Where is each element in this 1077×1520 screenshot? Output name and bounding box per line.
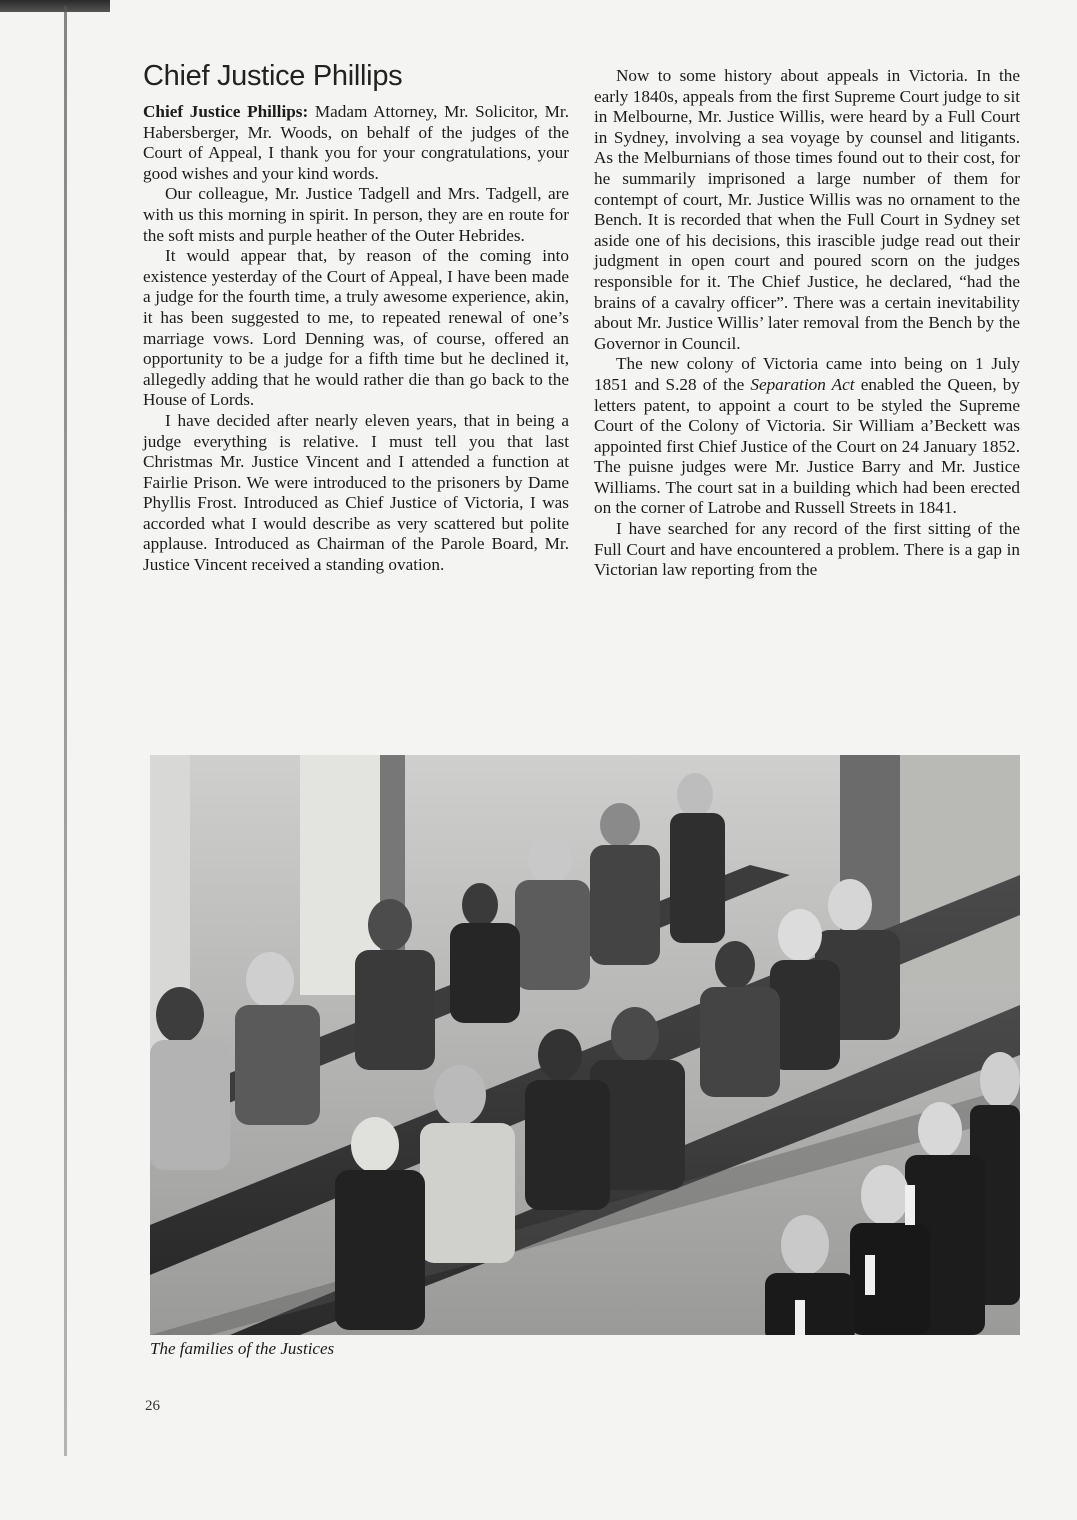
left-paragraph-1	[143, 102, 569, 184]
left-column	[143, 102, 569, 576]
right-paragraph-3: I have searched for any record of the first sitting of the Full Court and have encountered a problem. There is a gap in Victorian law reporting from the	[594, 519, 1020, 580]
page-number: 26	[145, 1398, 160, 1414]
left-paragraph-2: Our colleague, Mr. Justice Tadgell and Mrs. Tadgell, are with us this morning in spirit. In person, they are en route for the soft mists and purple heather of the Outer Hebrides.	[143, 184, 569, 245]
right-paragraph-1: Now to some history about appeals in Victoria. In the early 1840s, appeals from the first Supreme Court judge to sit in Melbourne, Mr. Justice Willis, were heard by a Full Court in Sydney, involving a sea voyage by counsel and litigants. As the Melburnians of those times found out to their cost, for he summarily imprisoned a large number of them for contempt of court, Mr. Justice Willis was no ornament to the Bench. It is recorded that when the Full Court in Sydney set aside one of his decisions, this irascible judge read out their judgment in open court and poured scorn on the judges responsible for it. The Chief Justice, he declared, “had the brains of a cavalry officer”. There was a certain inevitability about Mr. Justice Willis’ later removal from the Bench by the Governor in Council.	[594, 66, 1020, 353]
speaker-label: Chief Justice Phillips:	[143, 102, 309, 121]
right-column	[594, 66, 1020, 581]
photo-caption: The families of the Justices	[150, 1339, 335, 1358]
left-paragraph-3: It would appear that, by reason of the coming into existence yesterday of the Court of Appeal, I have been made a judge for the fourth time, a truly awesome experience, akin, it has been suggested to me, to repeated renewal of one’s marriage vows. Lord Denning was, of course, offered an opportunity to be a judge for a fifth time but he declined it, allegedly adding that he would rather die than go back to the House of Lords.	[143, 246, 569, 410]
binding-edge-mark	[0, 0, 110, 12]
left-paragraph-4: I have decided after nearly eleven years, that in being a judge everything is relative. I must tell you that last Christmas Mr. Justice Vincent and I attended a function at Fairlie Prison. We were introduced to the prisoners by Dame Phyllis Frost. Introduced as Chief Justice of Victoria, I was accorded what I would describe as very scattered but polite applause. Introduced as Chairman of the Parole Board, Mr. Justice Vincent received a standing ovation.	[143, 410, 569, 575]
right-paragraph-2	[594, 354, 1020, 519]
page-title: Chief Justice Phillips	[143, 60, 403, 92]
right-paragraph-2-before: The new colony of Victoria came into being on 1 July 1851 and S.28 of the	[594, 354, 1020, 394]
left-paragraph-1-text: Madam Attorney, Mr. Solicitor, Mr. Habersberger, Mr. Woods, on behalf of the judges of the Court of Appeal, I thank you for your congratulations, your good wishes and your kind words.	[143, 102, 569, 183]
courtroom-photo	[150, 755, 1020, 1335]
right-paragraph-2-after: enabled the Queen, by letters patent, to appoint a court to be styled the Supreme Court of the Colony of Victoria. Sir William a’Beckett was appointed first Chief Justice of the Court on 24 January 1852. The puisne judges were Mr. Justice Barry and Mr. Justice Williams. The court sat in a building which had been erected on the corner of Latrobe and Russell Streets in 1841.	[594, 374, 1020, 518]
binding-edge-line	[64, 6, 67, 1456]
separation-act-title: Separation Act	[750, 374, 855, 394]
